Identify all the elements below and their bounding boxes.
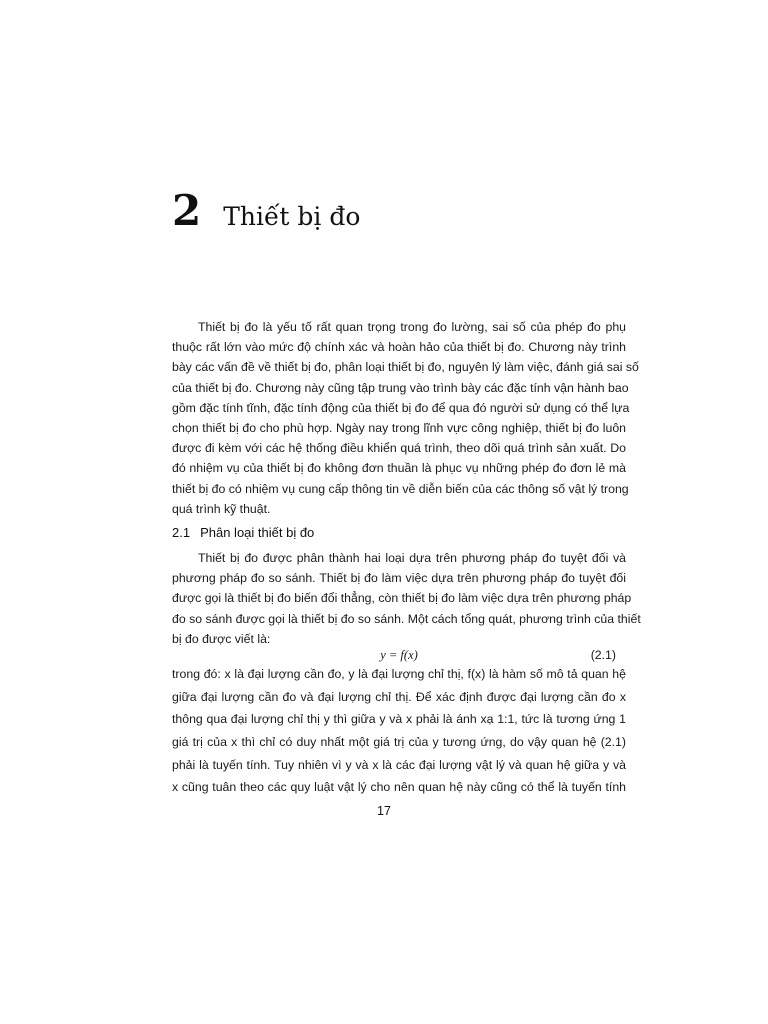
- paragraph-line: Thiết bị đo là yếu tố rất quan trọng trong đo lường, sai số của phép đo phụ: [198, 320, 626, 334]
- paragraph-line: giữa đại lượng cần đo và đại lượng chỉ thị. Để xác định được đại lượng cần đo x: [172, 689, 626, 704]
- paragraph-line: giá trị của x thì chỉ có duy nhất một giá trị của y tương ứng, do vậy quan hệ (2.1): [172, 735, 626, 750]
- section-number: 2.1: [172, 525, 191, 540]
- chapter-title: Thiết bị đo: [223, 202, 361, 231]
- paragraph-line: thông qua đại lượng chỉ thị y thì giữa y và x phải là ánh xạ 1:1, tức là tương ứng 1: [172, 712, 626, 727]
- intro-paragraph: [172, 317, 639, 519]
- section-paragraph: [172, 548, 641, 649]
- chapter-heading: [172, 186, 360, 235]
- paragraph-line: gồm đặc tính tĩnh, đặc tính động của thiết bị đo để qua đó người sử dụng có thể lựa: [172, 400, 630, 415]
- paragraph-line: x cũng tuân theo các quy luật vật lý cho nên quan hệ này cũng có thể là tuyến tính: [172, 780, 626, 795]
- paragraph-line: quá trình kỹ thuật.: [172, 501, 271, 516]
- paragraph-line: đó nhiệm vụ của thiết bị đo không đơn thuần là phục vụ những phép đo đơn lẻ mà: [172, 461, 626, 476]
- paragraph-line: bị đo được viết là:: [172, 631, 271, 646]
- paragraph-line: phải là tuyến tính. Tuy nhiên vì y và x là các đại lượng vật lý và quan hệ giữa y và: [172, 757, 626, 772]
- section-heading: [172, 525, 314, 540]
- paragraph-line: được gọi là thiết bị đo biến đổi thẳng, còn thiết bị đo làm việc dựa trên phương pháp: [172, 591, 632, 606]
- paragraph-line: phương pháp đo so sánh. Thiết bị đo làm việc dựa trên phương pháp đo tuyệt đối: [172, 571, 626, 586]
- paragraph-line: thuộc rất lớn vào mức độ chính xác và hoàn hảo của thiết bị đo. Chương này trình: [172, 340, 626, 355]
- paragraph-line: của thiết bị đo. Chương này cũng tập trung vào trình bày các đặc tính vận hành bao: [172, 380, 629, 395]
- section-title: Phân loại thiết bị đo: [200, 525, 315, 540]
- paragraph-line: chọn thiết bị đo cho phù hợp. Ngày nay trong lĩnh vực công nghiệp, thiết bị đo luôn: [172, 420, 626, 435]
- paragraph-line: Thiết bị đo được phân thành hai loại dựa trên phương pháp đo tuyệt đối và: [198, 551, 626, 565]
- paragraph-line: thiết bị đo có nhiệm vụ cung cấp thông tin về diễn biến của các thông số vật lý trong: [172, 481, 629, 496]
- chapter-number: 2: [172, 186, 202, 235]
- paragraph-line: bày các vấn đề về thiết bị đo, phân loại thiết bị đo, nguyên lý làm việc, đánh giá sai số: [172, 360, 639, 375]
- paragraph-line: đo so sánh được gọi là thiết bị đo so sánh. Một cách tổng quát, phương trình của thiết: [172, 611, 641, 626]
- paragraph-line: trong đó: x là đại lượng cần đo, y là đại lượng chỉ thị, f(x) là hàm số mô tả quan hệ: [172, 667, 626, 681]
- equation-number: (2.1): [590, 648, 616, 662]
- page-number: 17: [377, 804, 391, 818]
- equation-body: y = f(x): [380, 648, 418, 662]
- equation-explanation-paragraph: [172, 663, 626, 799]
- paragraph-line: được đi kèm với các hệ thống điều khiển quá trình, theo dõi quá trình sản xuất. Do: [172, 441, 626, 456]
